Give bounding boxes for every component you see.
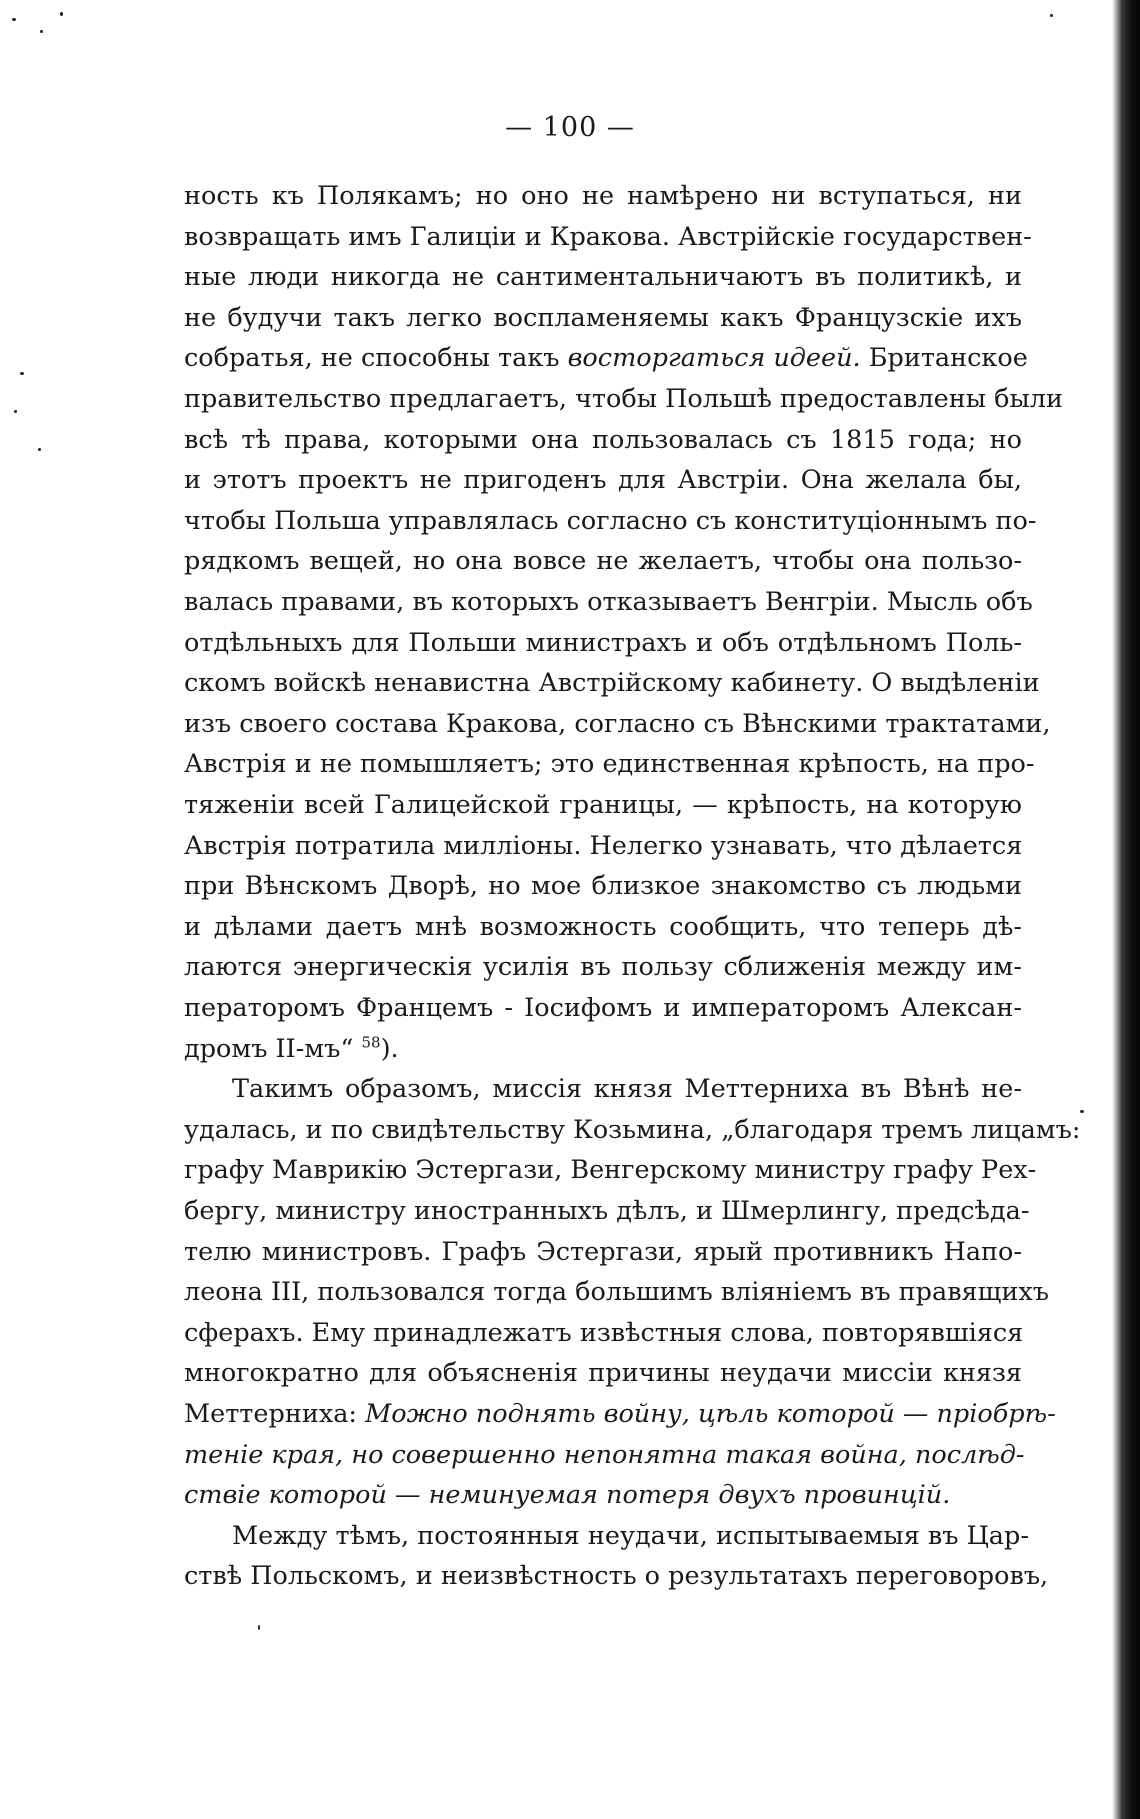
text-run: ствѣ Польскомъ, и неизвѣстность о результатахъ переговоровъ, <box>184 1561 1049 1592</box>
text-run: Между тѣмъ, постоянныя неудачи, испытываемыя въ Цар- <box>232 1520 1029 1551</box>
text-line <box>184 1556 1049 1596</box>
text-line <box>184 257 1022 297</box>
text-line <box>184 744 1035 784</box>
page-number: — 100 — <box>505 112 635 143</box>
scan-speck <box>258 1625 260 1630</box>
footnote-ref: 58 <box>361 1033 381 1052</box>
text-line <box>184 785 1022 825</box>
text-run: Австрія и не помышляетъ; это единственная крѣпость, на про- <box>184 749 1035 780</box>
text-run: ). <box>380 1033 399 1064</box>
text-line <box>184 1272 1049 1312</box>
text-run: тяженіи всей Галицейской границы, — крѣпость, на которую <box>184 790 1022 820</box>
text-run: и дѣлами даетъ мнѣ возможность сообщить, что теперь дѣ- <box>184 911 1022 942</box>
text-run: ность къ Полякамъ; но оно не намѣрено ни вступаться, ни <box>184 181 1022 211</box>
text-line <box>184 298 1022 338</box>
text-run: ные люди никогда не сантиментальничаютъ въ политикѣ, и <box>184 262 1022 293</box>
text-run: сферахъ. Ему принадлежатъ извѣстныя слова, повторявшіяся <box>184 1317 1024 1348</box>
scan-speck <box>38 448 41 451</box>
text-line <box>184 176 1022 216</box>
scan-edge <box>1112 0 1140 1819</box>
text-line <box>184 460 1022 500</box>
text-run: валась правами, въ которыхъ отказываетъ Венгріи. Мысль объ <box>184 587 1033 617</box>
text-line <box>184 379 1063 419</box>
text-run: всѣ тѣ права, которыми она пользовалась съ 1815 года; но <box>184 424 1022 455</box>
text-line <box>184 1475 1022 1515</box>
text-line <box>184 1435 1025 1475</box>
text-line <box>184 663 1040 703</box>
scan-speck <box>14 410 17 413</box>
text-run: многократно для объясненія причины неудачи миссіи князя <box>184 1358 1022 1389</box>
scan-speck <box>40 30 43 33</box>
text-run: удалась, и по свидѣтельству Козьмина, „благодаря тремъ лицамъ: <box>184 1114 1081 1145</box>
text-run: Такимъ образомъ, миссія князя Меттерниха въ Вѣнѣ не- <box>232 1074 1022 1105</box>
scan-speck <box>1080 1110 1084 1113</box>
scan-speck <box>20 372 24 375</box>
text-line <box>184 866 1022 906</box>
text-run: возвращать имъ Галиціи и Кракова. Австрійскіе государствен- <box>184 221 1032 252</box>
text-line <box>184 1029 1022 1069</box>
text-run: рядкомъ вещей, но она вовсе не желаетъ, чтобы она пользо- <box>184 546 1022 577</box>
text-line <box>184 1232 1022 1272</box>
text-run: графу Маврикію Эстергази, Венгерскому министру графу Рех- <box>184 1155 1037 1186</box>
italic-text: ствіе которой — неминуемая потеря двухъ провинцій. <box>184 1480 951 1511</box>
scan-speck <box>60 12 63 16</box>
text-line <box>184 338 1028 378</box>
text-run: отдѣльныхъ для Польши министрахъ и объ отдѣльномъ Поль- <box>184 627 1022 658</box>
text-line <box>184 582 1033 622</box>
text-run: чтобы Польша управлялась согласно съ конституціоннымъ по- <box>184 505 1037 536</box>
text-run: бергу, министру иностранныхъ дѣлъ, и Шмерлингу, предсѣда- <box>184 1196 1030 1226</box>
text-run: ператоромъ Францемъ - Іосифомъ и императоромъ Алексан- <box>184 993 1022 1023</box>
text-run: лаются энергическія усилія въ пользу сближенія между им- <box>184 952 1022 983</box>
text-run: и этотъ проектъ не пригоденъ для Австріи. Она желала бы, <box>184 465 1022 496</box>
text-run: дромъ II-мъ“ <box>184 1033 362 1064</box>
text-run: изъ своего состава Кракова, согласно съ Вѣнскими трактатами, <box>184 708 1051 739</box>
text-line <box>184 947 1022 987</box>
text-line <box>184 1394 1056 1434</box>
text-line <box>184 1191 1030 1231</box>
text-run: Британское <box>860 343 1028 374</box>
text-line <box>184 541 1022 581</box>
text-line <box>184 217 1032 257</box>
scan-speck <box>12 18 16 21</box>
text-line <box>232 1516 1029 1556</box>
scan-speck <box>1050 14 1053 17</box>
italic-text: Можно поднять войну, цѣль которой — пріобрѣ- <box>365 1399 1056 1429</box>
text-line <box>184 420 1022 460</box>
text-line <box>184 623 1022 663</box>
text-run: не будучи такъ легко воспламеняемы какъ Французскіе ихъ <box>184 302 1022 333</box>
text-line <box>184 1150 1037 1190</box>
text-line <box>184 1353 1022 1393</box>
text-run: телю министровъ. Графъ Эстергази, ярый противникъ Напо- <box>184 1236 1022 1267</box>
text-run: собратья, не способны такъ <box>184 343 568 374</box>
text-run: правительство предлагаетъ, чтобы Польшѣ предоставлены были <box>184 384 1063 414</box>
text-line <box>232 1069 1022 1109</box>
text-run: Австрія потратила милліоны. Нелегко узнавать, что дѣлается <box>184 830 1023 861</box>
italic-text: восторгаться идеей. <box>567 343 861 374</box>
text-line <box>184 1110 1081 1150</box>
text-line <box>184 988 1022 1028</box>
text-line <box>184 907 1022 947</box>
text-line <box>184 704 1051 744</box>
text-line <box>184 501 1037 541</box>
text-line <box>184 826 1022 866</box>
text-run: скомъ войскѣ ненавистна Австрійскому кабинету. О выдѣленіи <box>184 668 1040 699</box>
italic-text: теніе края, но совершенно непонятна такая война, послѣд- <box>184 1439 1025 1470</box>
text-run: при Вѣнскомъ Дворѣ, но мое близкое знакомство съ людьми <box>184 871 1022 902</box>
text-run: леона III, пользовался тогда большимъ вліяніемъ въ правящихъ <box>184 1277 1049 1308</box>
text-line <box>184 1313 1022 1353</box>
text-run: Меттерниха: <box>184 1399 366 1429</box>
